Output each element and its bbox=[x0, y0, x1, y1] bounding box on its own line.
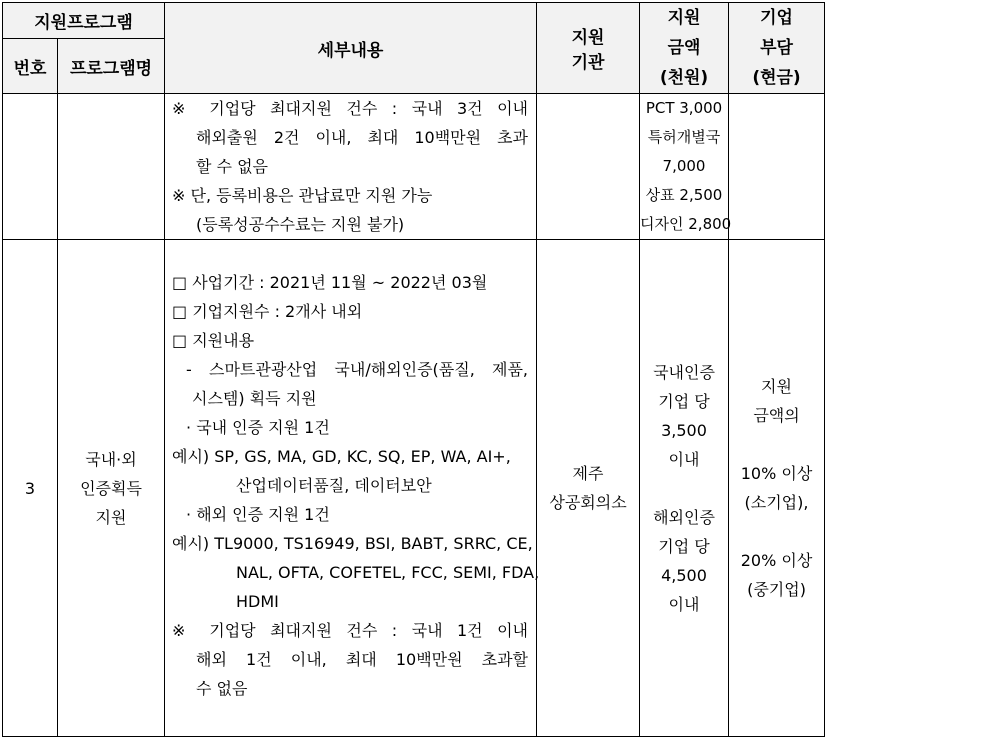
prev-agency-cell bbox=[537, 94, 640, 240]
prev-details-cell: ※ 기업당 최대지원 건수 : 국내 3건 이내 해외출원 2건 이내, 최대 10백만원 초과 할 수 없음 ※ 단, 등록비용은 관납료만 지원 가능 (등록성공수수료는 지원 불가) bbox=[165, 94, 537, 240]
row3-amount: 국내인증 기업 당 3,500 이내 해외인증 기업 당 4,500 이내 bbox=[640, 240, 729, 737]
prev-number-cell bbox=[3, 94, 58, 240]
table-row bbox=[3, 94, 825, 240]
prev-amount-cell: PCT 3,000 특허개별국 7,000 상표 2,500 디자인 2,800 bbox=[640, 94, 729, 240]
header-burden: 기업 부담 (현금) bbox=[729, 3, 825, 94]
header-program-name: 프로그램명 bbox=[58, 39, 165, 94]
table-row bbox=[3, 240, 825, 737]
header-program-group: 지원프로그램 bbox=[3, 3, 165, 39]
prev-burden-cell bbox=[729, 94, 825, 240]
row3-program-name: 국내·외 인증획득 지원 bbox=[58, 240, 165, 737]
header-amount: 지원 금액 (천원) bbox=[640, 3, 729, 94]
row3-burden: 지원 금액의 10% 이상 (소기업), 20% 이상 (중기업) bbox=[729, 240, 825, 737]
row3-agency: 제주 상공회의소 bbox=[537, 240, 640, 737]
prev-name-cell bbox=[58, 94, 165, 240]
row3-number: 3 bbox=[3, 240, 58, 737]
support-program-table bbox=[2, 2, 825, 737]
header-agency: 지원 기관 bbox=[537, 3, 640, 94]
header-details: 세부내용 bbox=[165, 3, 537, 94]
row3-details: □ 사업기간 : 2021년 11월 ~ 2022년 03월 □ 기업지원수 : 2개사 내외 □ 지원내용 - 스마트관광산업 국내/해외인증(품질, 제품, 시스템) 획득 지원 · 국내 인증 지원 1건 예시) SP, GS, MA, GD, KC, SQ, EP, WA, AI+, 산업데이터품질, 데이터보안 · 해외 인증 지원 1건 예시) TL9000, TS16949, BSI, BABT, SRRC, CE, NAL, OFTA, COFETEL, FCC, SEMI, FDA, HDMI ※ 기업당 최대지원 건수 : 국내 1건 이내 해외 1건 이내, 최대 10백만원 초과할 수 없음 bbox=[165, 240, 537, 737]
header-number: 번호 bbox=[3, 39, 58, 94]
